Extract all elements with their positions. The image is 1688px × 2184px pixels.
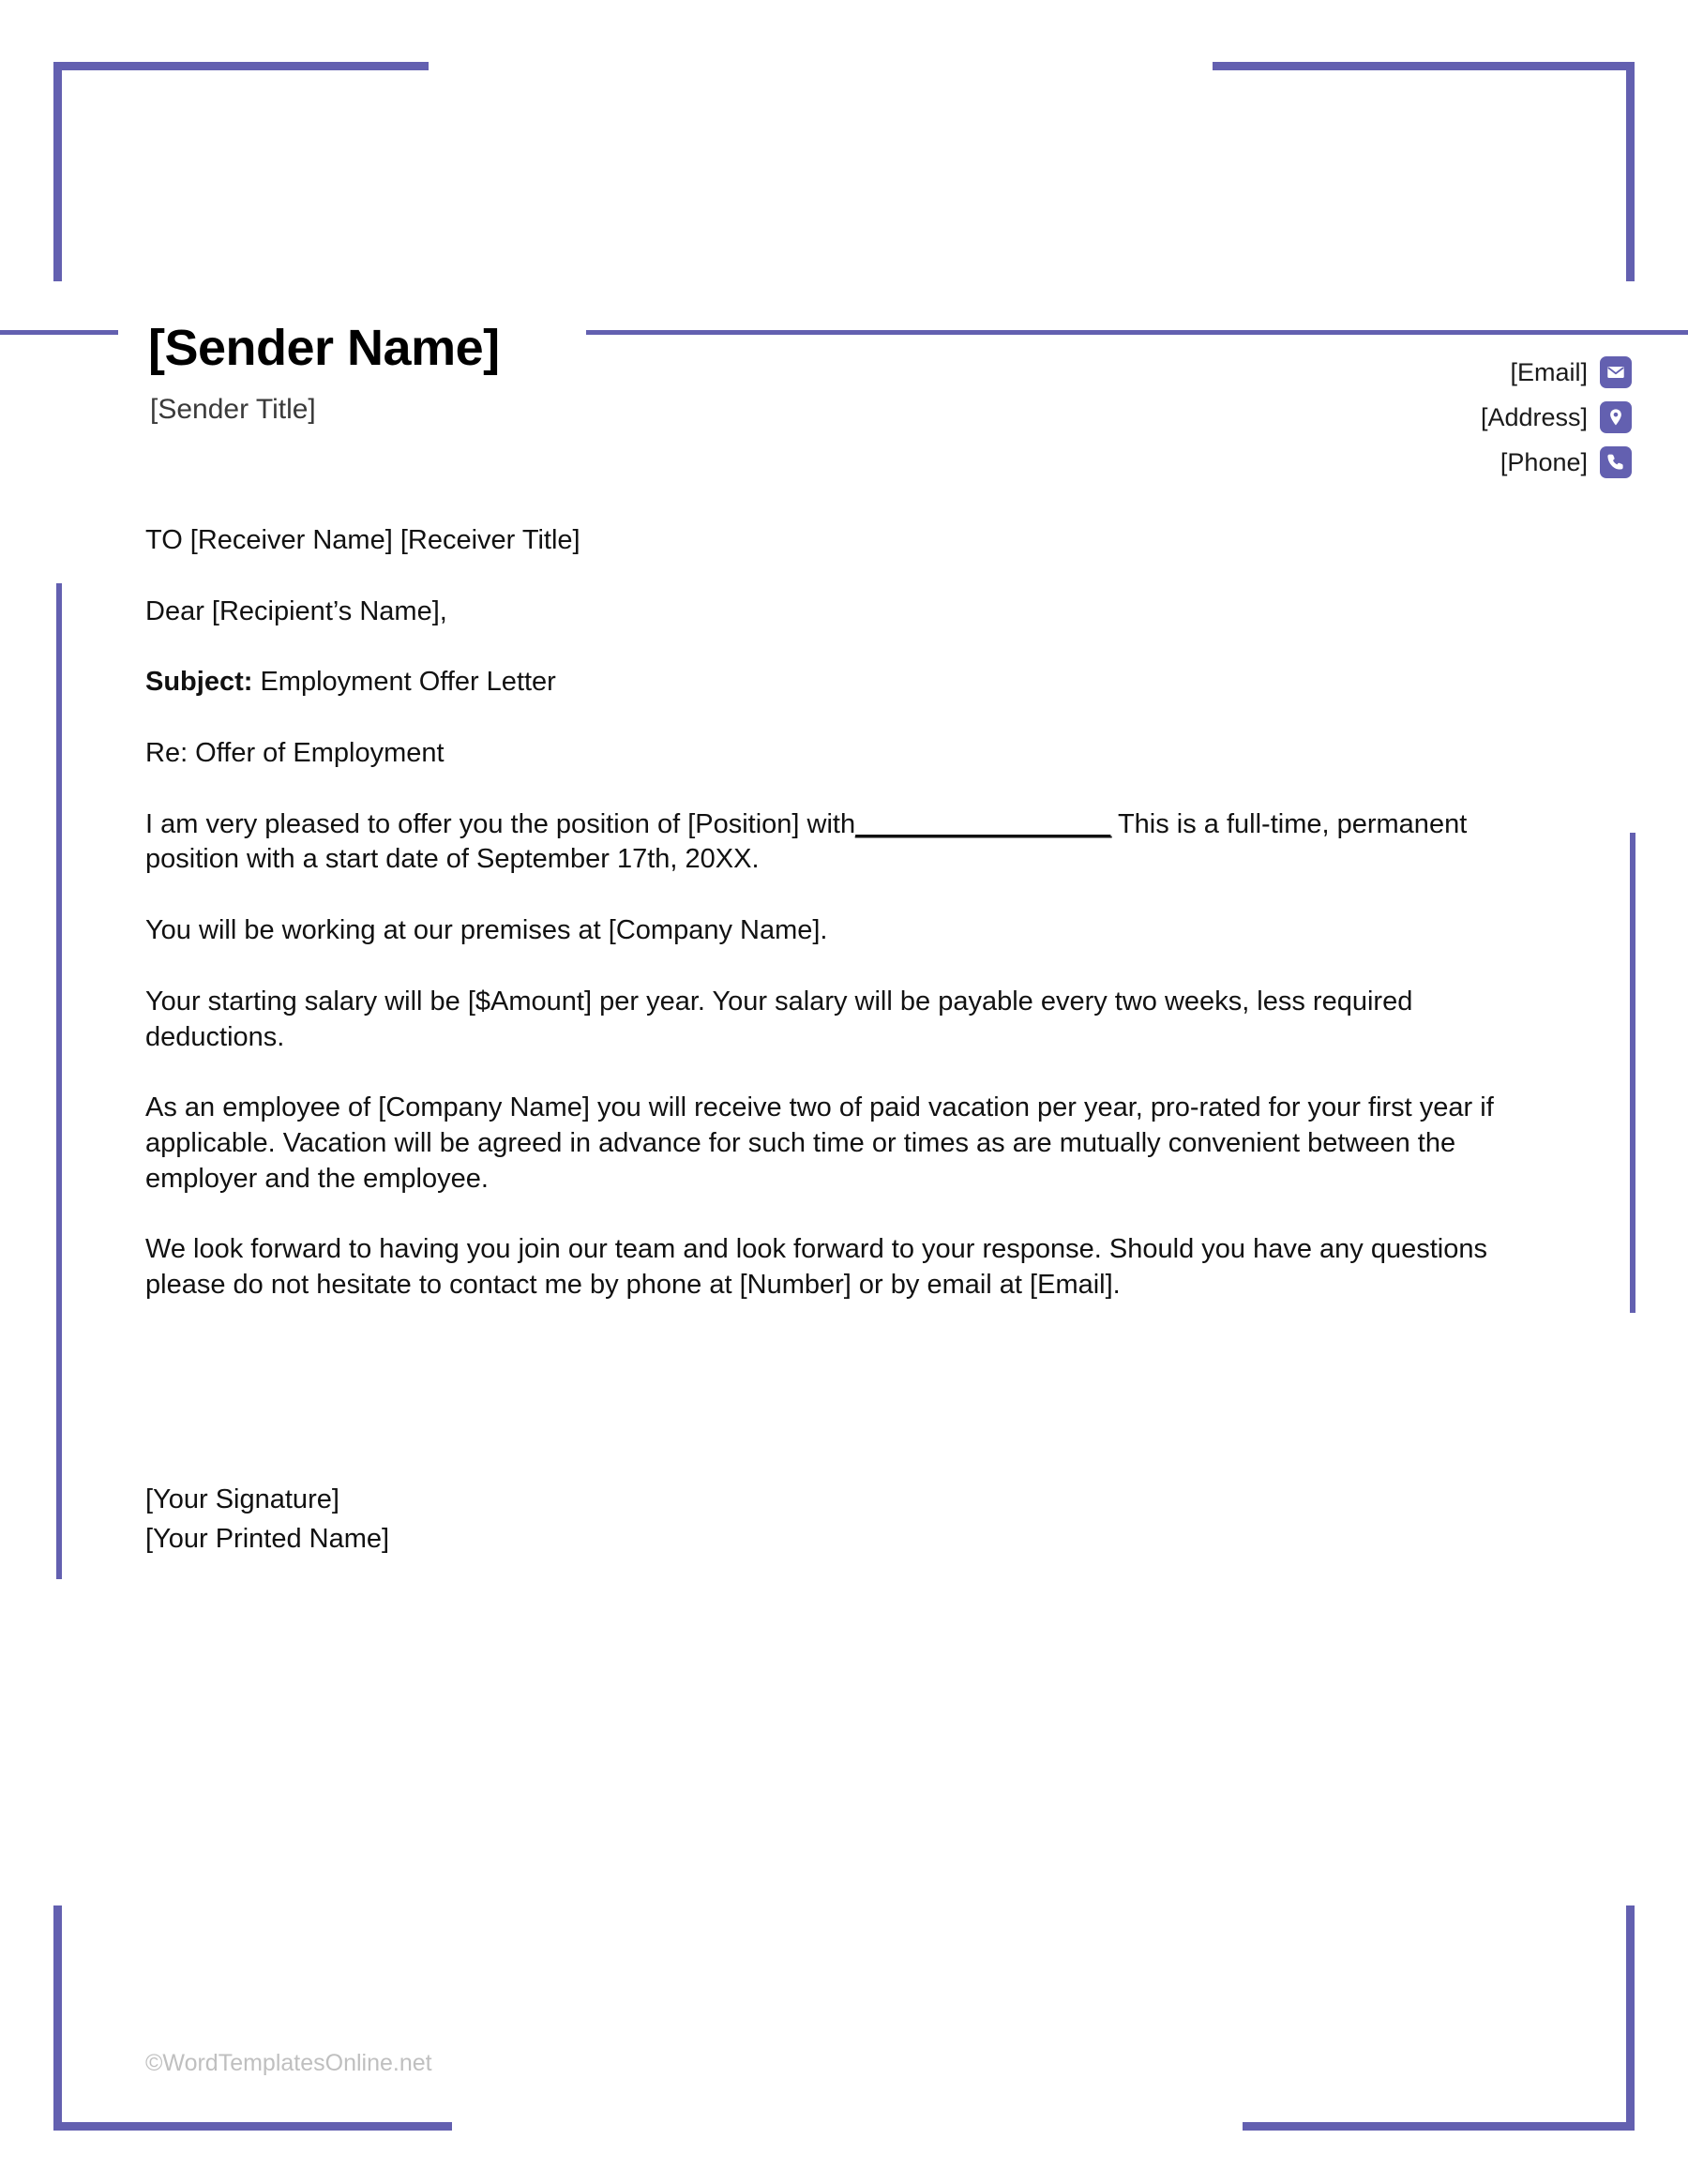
to-line: TO [Receiver Name] [Receiver Title] xyxy=(145,525,580,555)
paragraph-closing: We look forward to having you join our team and look forward to your response. Should you have any questions please do not hesitate to contact me by phone at [Number] or by email at [Email]. xyxy=(145,1234,1487,1300)
contact-row-phone xyxy=(1500,446,1632,478)
corner-bracket-bottom-right-horizontal xyxy=(1243,2122,1635,2131)
corner-bracket-top-left-horizontal xyxy=(53,62,429,70)
paragraph-offer xyxy=(145,807,1515,878)
corner-bracket-bottom-left-horizontal xyxy=(53,2122,452,2131)
corner-bracket-top-right-vertical xyxy=(1626,62,1635,281)
contact-address-label: [Address] xyxy=(1480,402,1588,431)
subject-line xyxy=(145,665,1515,700)
salutation: Dear [Recipient’s Name], xyxy=(145,595,447,626)
contact-row-email xyxy=(1510,356,1632,388)
corner-bracket-top-right-horizontal xyxy=(1213,62,1635,70)
letter-body xyxy=(145,523,1515,1339)
envelope-icon xyxy=(1600,356,1632,388)
company-blank-field[interactable]: __________________ xyxy=(855,808,1111,839)
corner-bracket-top-left-vertical xyxy=(53,62,62,281)
footer-watermark: ©WordTemplatesOnline.net xyxy=(145,2050,432,2076)
printed-name-placeholder: [Your Printed Name] xyxy=(145,1524,390,1555)
paragraph-offer-before-blank: I am very pleased to offer you the position of [Position] with xyxy=(145,808,856,839)
signature-block xyxy=(145,1480,389,1559)
paragraph-premises: You will be working at our premises at [Company Name]. xyxy=(145,915,828,946)
header-divider-right xyxy=(586,330,1688,335)
subject-label: Subject: xyxy=(145,667,253,698)
subject-value: Employment Offer Letter xyxy=(252,667,556,698)
header-divider-left xyxy=(0,330,118,335)
signature-placeholder: [Your Signature] xyxy=(145,1484,339,1514)
body-accent-bar-right xyxy=(1630,833,1635,1313)
paragraph-salary: Your starting salary will be [$Amount] per year. Your salary will be payable every two weeks, less required deductions. xyxy=(145,986,1413,1052)
paragraph-vacation: As an employee of [Company Name] you will receive two of paid vacation per year, pro-rated for your first year if applicable. Vacation will be agreed in advance for such time or times as are mutually convenient between the employer and the employee. xyxy=(145,1092,1494,1194)
corner-bracket-bottom-right-vertical xyxy=(1626,1905,1635,2131)
contact-row-address xyxy=(1481,401,1632,433)
sender-name: [Sender Name] xyxy=(148,320,500,376)
corner-bracket-bottom-left-vertical xyxy=(53,1905,62,2131)
re-line: Re: Offer of Employment xyxy=(145,738,445,769)
contact-email-label: [Email] xyxy=(1510,357,1588,386)
contact-phone-label: [Phone] xyxy=(1500,447,1588,476)
location-pin-icon xyxy=(1600,401,1632,433)
sender-title: [Sender Title] xyxy=(150,394,316,425)
paragraph-offer-after-blank: This is a full-time, permanent position with a start date of September 17th, 20XX. xyxy=(145,808,1468,875)
phone-icon xyxy=(1600,446,1632,478)
contact-block xyxy=(1481,356,1632,478)
body-accent-bar-left xyxy=(56,583,62,1579)
